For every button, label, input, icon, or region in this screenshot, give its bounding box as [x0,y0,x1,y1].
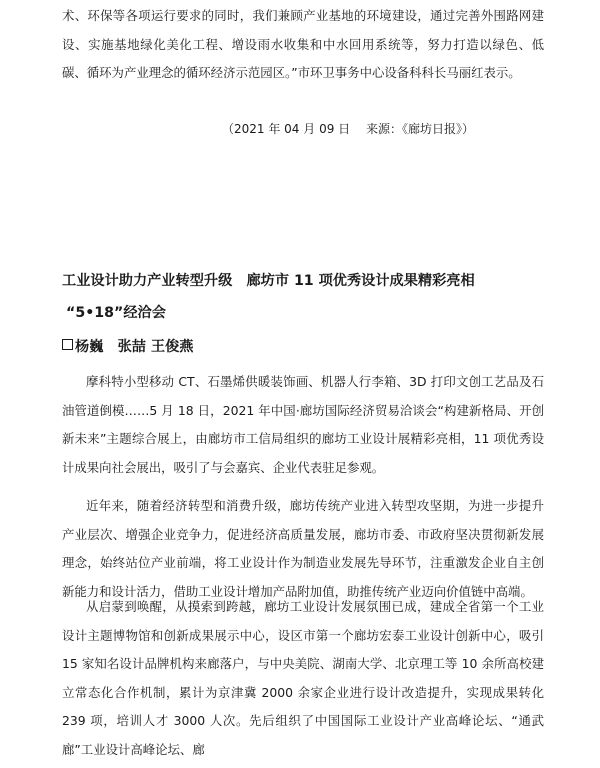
article-paragraph-3: 从启蒙到唤醒，从摸索到跨越，廊坊工业设计发展氛围已成，建成全省第一个工业设计主题博物馆和创新成果展示中心，设区市第一个廊坊宏泰工业设计创新中心，吸引 15 家知名设计品牌机构来廊落户，与中央美院、湖南大学、北京理工等 10 余所高校建立常态化合作机制，累计为京津冀 2000 余家企业进行设计改造提升，实现成果转化 239 项，培训人才 3000 人次。先后组织了中国国际工业设计产业高峰论坛、“通武廊”工业设计高峰论坛、廊 [62,599,544,757]
author-byline [62,332,193,362]
article-title-line-1: 工业设计助力产业转型升级 廊坊市 11 项优秀设计成果精彩亮相 [62,273,475,289]
article-paragraph-1: 摩科特小型移动 CT、石墨烯供暖装饰画、机器人行李箱、3D 打印文创工艺品及石油管道倒模……5 月 18 日，2021 年中国·廊坊国际经济贸易洽谈会“构建新格局、开创新未来”主题综合展上，由廊坊市工信局组织的廊坊工业设计展精彩亮相，11 项优秀设计成果向社会展出，吸引了与会嘉宾、企业代表驻足参观。 [62,374,544,475]
source-line: （2021 年 04 月 09 日 来源：《廊坊日报》） [222,122,474,136]
checkbox-icon [62,339,73,350]
previous-article-closing-paragraph: 术、环保等各项运行要求的同时，我们兼顾产业基地的环境建设，通过完善外围路网建设、实施基地绿化美化工程、增设雨水收集和中水回用系统等，努力打造以绿色、低碳、循环为产业理念的循环经济示范园区。”市环卫事务中心设备科科长马丽红表示。 [62,8,544,80]
author-names: 杨巍 张喆 王俊燕 [75,339,194,355]
article-title-line-2: “5•18”经洽会 [66,305,166,321]
article-paragraph-2: 近年来，随着经济转型和消费升级，廊坊传统产业进入转型攻坚期，为进一步提升产业层次、增强企业竞争力，促进经济高质量发展，廊坊市委、市政府坚决贯彻新发展理念，始终站位产业前端，将工业设计作为制造业发展先导环节，注重激发企业自主创新能力和设计活力，借助工业设计增加产品附加值，助推传统产业迈向价值链中高端。 [62,498,544,599]
